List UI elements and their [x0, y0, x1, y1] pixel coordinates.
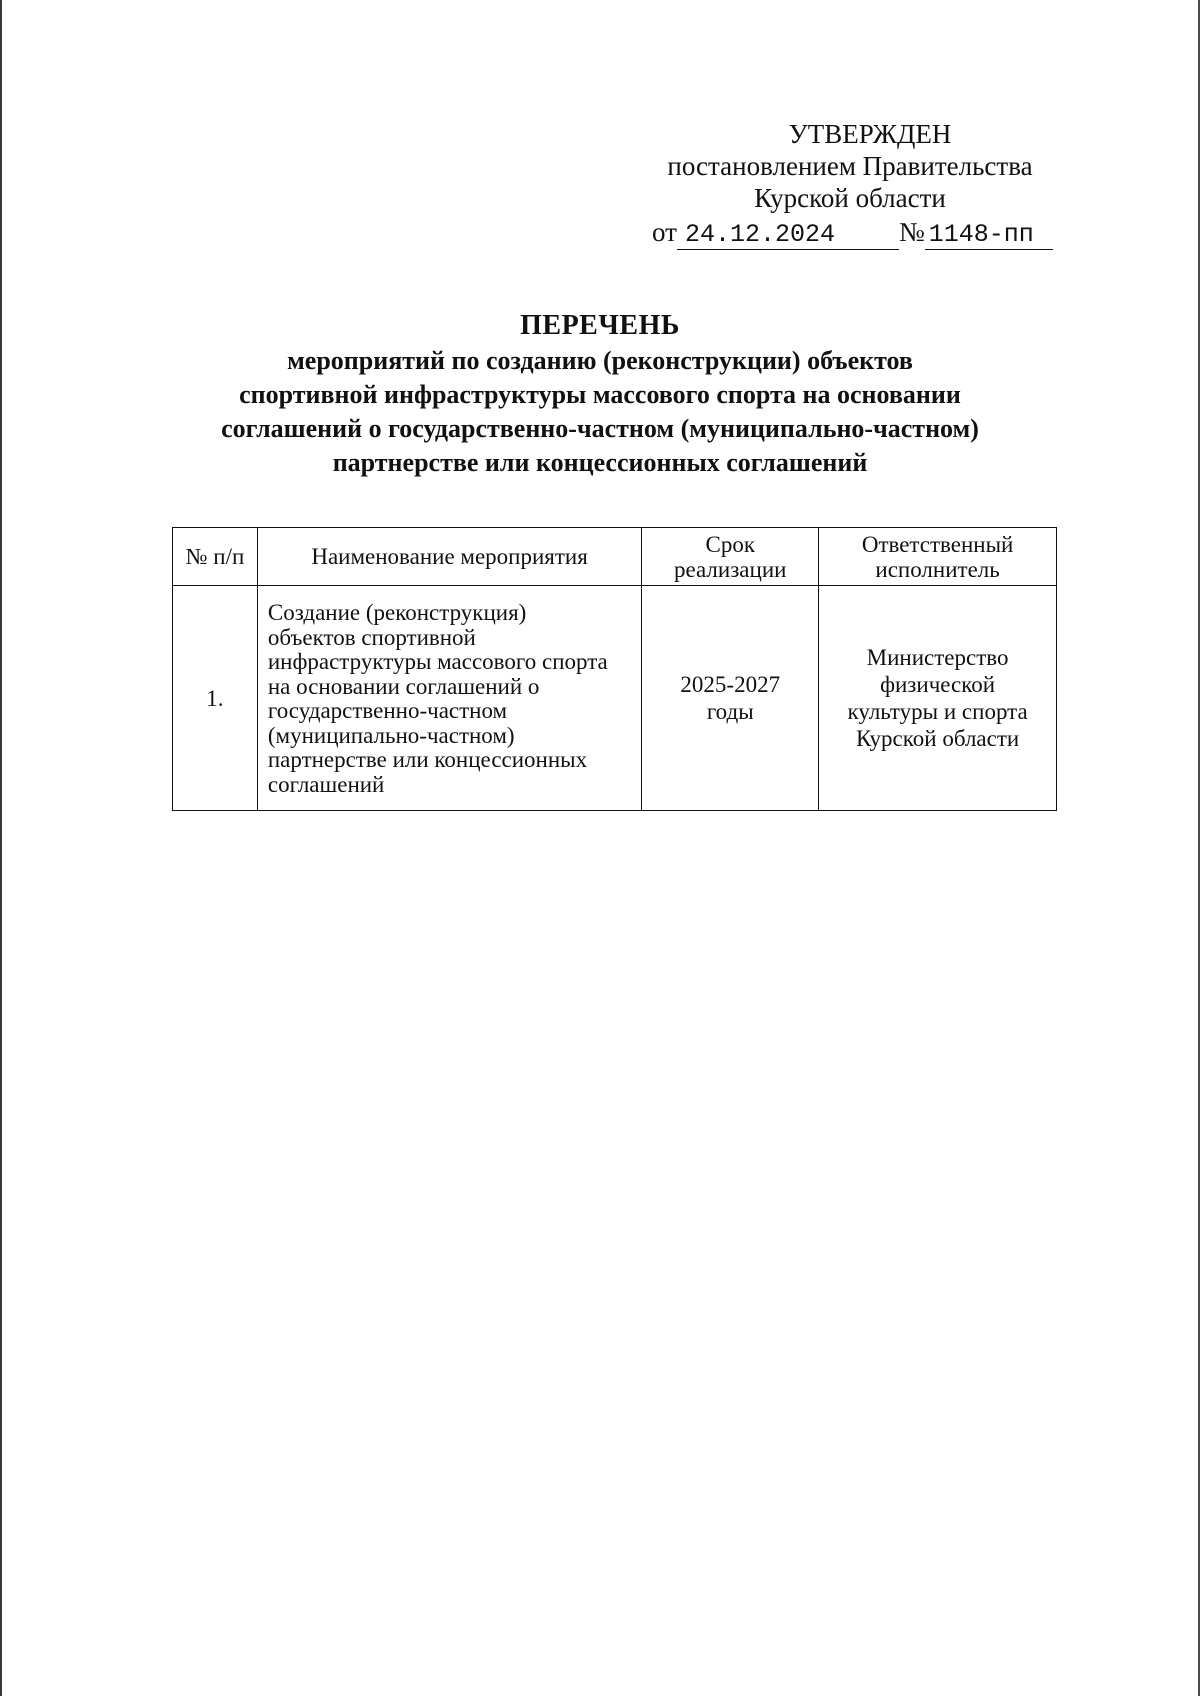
- approval-authority: постановлением Правительства: [667, 151, 1033, 181]
- header-responsible-line: Ответственный: [861, 531, 1014, 557]
- row-name-line: партнерстве или концессионных: [267, 747, 588, 772]
- row-name-line: объектов спортивной: [267, 624, 476, 650]
- scan-edge-left: [0, 0, 2, 1696]
- title-sub-line: партнерстве или концессионных соглашений: [332, 448, 868, 477]
- header-responsible: [819, 528, 1057, 586]
- row-responsible-line: культуры и спорта: [847, 699, 1028, 724]
- measures-table: [172, 527, 1057, 811]
- row-name-line: (муниципально-частном): [267, 722, 515, 748]
- row-responsible-line: физической: [880, 672, 996, 697]
- row-responsible-line: Курской области: [855, 726, 1020, 751]
- title-sub-line: соглашений о государственно-частном (муниципально-частном): [221, 414, 979, 443]
- table-row: [173, 586, 1057, 811]
- row-number: 1.: [173, 586, 258, 811]
- row-name: [257, 586, 641, 811]
- approval-stamp-block: [640, 118, 1060, 250]
- date-prefix: от: [652, 217, 677, 247]
- number-prefix: №: [898, 217, 925, 247]
- approval-region: Курской области: [754, 183, 946, 213]
- approval-number: 1148-пп: [925, 221, 1053, 250]
- row-responsible-line: Министерство: [866, 645, 1009, 670]
- approval-heading: УТВЕРЖДЕН: [788, 119, 952, 149]
- document-title: [160, 308, 1040, 480]
- row-name-line: инфраструктуры массового спорта: [267, 649, 608, 674]
- header-term-line: Срок: [705, 531, 755, 557]
- title-sub-line: мероприятий по созданию (реконструкции) объектов: [287, 346, 913, 375]
- row-name-line: государственно-частном: [267, 698, 508, 723]
- header-responsible-line: исполнитель: [875, 556, 1000, 582]
- row-name-line: на основании соглашений о: [267, 673, 540, 699]
- row-term-line: годы: [706, 699, 754, 724]
- header-term-line: реализации: [674, 556, 787, 582]
- header-number: № п/п: [173, 528, 258, 586]
- row-term-line: 2025-2027: [680, 672, 781, 697]
- row-responsible: [819, 586, 1057, 811]
- title-main: ПЕРЕЧЕНЬ: [520, 310, 680, 341]
- table-header-row: [173, 528, 1057, 586]
- row-name-line: соглашений: [267, 771, 385, 797]
- approval-date: 24.12.2024: [677, 221, 899, 250]
- row-name-line: Создание (реконструкция): [267, 600, 527, 625]
- header-term: [642, 528, 819, 586]
- header-name: Наименование мероприятия: [257, 528, 641, 586]
- title-sub-line: спортивной инфраструктуры массового спорта на основании: [239, 380, 961, 409]
- approval-date-line: [652, 216, 1060, 250]
- row-term: [642, 586, 819, 811]
